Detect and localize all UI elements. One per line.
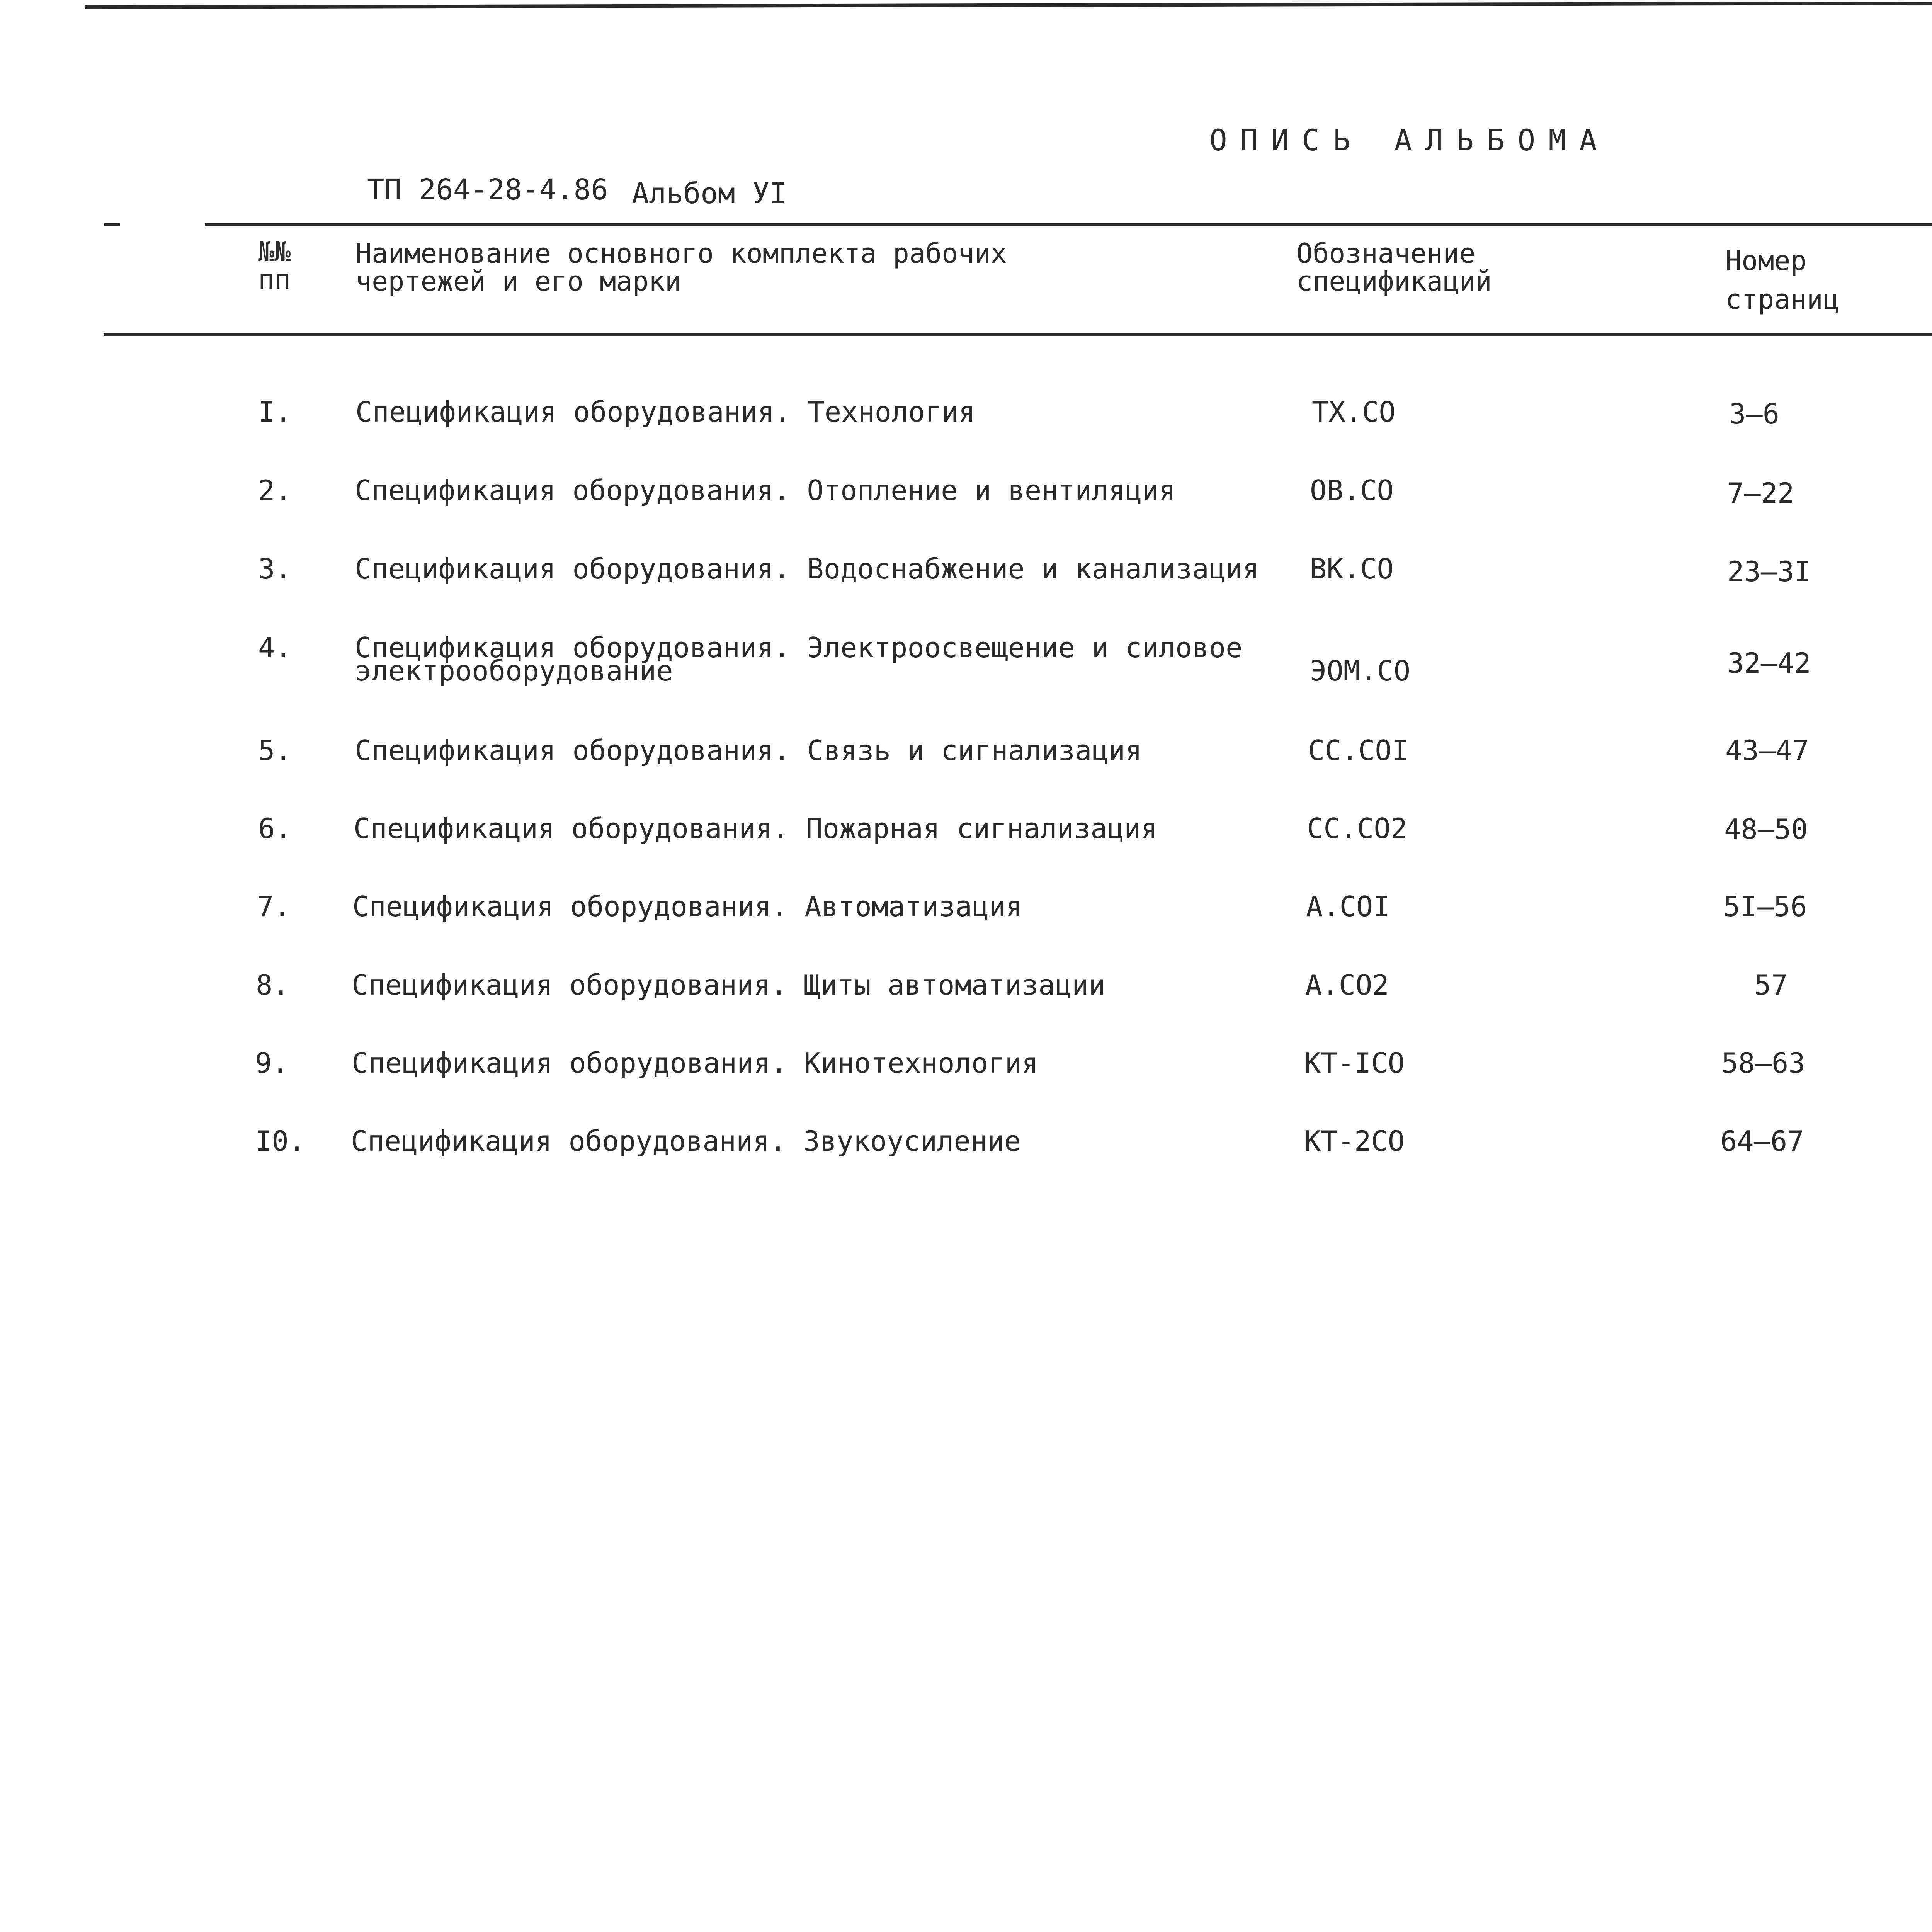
- row-number: I.: [258, 396, 292, 428]
- header-number-line1: №№: [258, 236, 291, 267]
- row-number: 3.: [258, 553, 292, 585]
- row-name: Спецификация оборудования. Автоматизация: [352, 890, 1022, 923]
- row-number: 5.: [258, 734, 292, 767]
- scan-edge-line: [85, 0, 1932, 9]
- row-name: Спецификация оборудования. Связь и сигнализация: [355, 734, 1142, 767]
- table-header-rule: [104, 333, 1932, 336]
- header-number-line2: пп: [258, 264, 291, 295]
- row-number: 4.: [258, 631, 292, 664]
- row-name: Спецификация оборудования. Водоснабжение и канализация: [355, 553, 1259, 585]
- row-name: Спецификация оборудования. Звукоусиление: [351, 1125, 1021, 1157]
- page-title: ОПИСЬ АЛЬБОМА: [1209, 123, 1610, 157]
- row-pages: 3–6: [1729, 398, 1780, 430]
- row-pages: 7–22: [1727, 477, 1794, 509]
- row-number: I0.: [255, 1125, 306, 1157]
- header-pages-line2: страниц: [1725, 284, 1840, 315]
- row-pages: 64–67: [1720, 1125, 1804, 1157]
- header-name-line2: чертежей и его марки: [355, 265, 681, 297]
- row-name-continued: электрооборудование: [355, 655, 673, 687]
- row-spec: КТ-IСО: [1304, 1047, 1405, 1079]
- row-pages: 23–3I: [1727, 555, 1811, 588]
- row-spec: ВК.СО: [1310, 553, 1394, 585]
- row-name: Спецификация оборудования. Электроосвещение и силовое: [355, 631, 1243, 664]
- row-name: Спецификация оборудования. Кинотехнология: [352, 1047, 1039, 1079]
- row-spec: СС.СОI: [1308, 734, 1409, 767]
- header-number: [258, 238, 291, 293]
- row-spec: СС.СО2: [1307, 812, 1408, 845]
- row-number: 2.: [258, 474, 292, 507]
- document-code: ТП 264-28-4.86: [367, 173, 608, 206]
- album-label: Альбом УI: [632, 177, 787, 210]
- row-name: Спецификация оборудования. Щиты автоматизации: [352, 969, 1105, 1001]
- row-pages: 58–63: [1721, 1047, 1805, 1079]
- header-pages: [1725, 242, 1839, 319]
- table-top-rule: [205, 223, 1932, 226]
- row-number: 9.: [255, 1047, 289, 1079]
- header-name-line1: Наименование основного комплекта рабочих: [355, 238, 1007, 269]
- header-spec-line1: Обозначение: [1296, 238, 1476, 269]
- margin-tick: [104, 223, 120, 226]
- row-name: Спецификация оборудования. Технология: [355, 396, 975, 428]
- row-pages: 57: [1754, 969, 1788, 1001]
- row-number: 8.: [256, 969, 289, 1001]
- header-pages-line1: Номер: [1725, 245, 1807, 277]
- row-pages: 43–47: [1725, 734, 1809, 767]
- row-spec: ЭОМ.СО: [1310, 655, 1411, 687]
- row-spec: КТ-2СО: [1304, 1125, 1405, 1157]
- header-spec-line2: спецификаций: [1296, 265, 1492, 297]
- row-pages: 32–42: [1727, 647, 1811, 679]
- row-spec: А.СОI: [1306, 890, 1390, 923]
- row-name: Спецификация оборудования. Отопление и вентиляция: [355, 474, 1176, 507]
- row-pages: 5I–56: [1723, 890, 1807, 923]
- row-number: 6.: [258, 812, 292, 845]
- row-spec: ТХ.СО: [1312, 396, 1396, 428]
- row-number: 7.: [257, 890, 291, 923]
- row-name: Спецификация оборудования. Пожарная сигнализация: [354, 812, 1158, 845]
- header-name: [355, 240, 1007, 295]
- row-spec: А.СО2: [1305, 969, 1389, 1001]
- row-spec: ОВ.СО: [1310, 474, 1394, 507]
- row-pages: 48–50: [1724, 813, 1808, 845]
- header-spec: [1296, 240, 1492, 295]
